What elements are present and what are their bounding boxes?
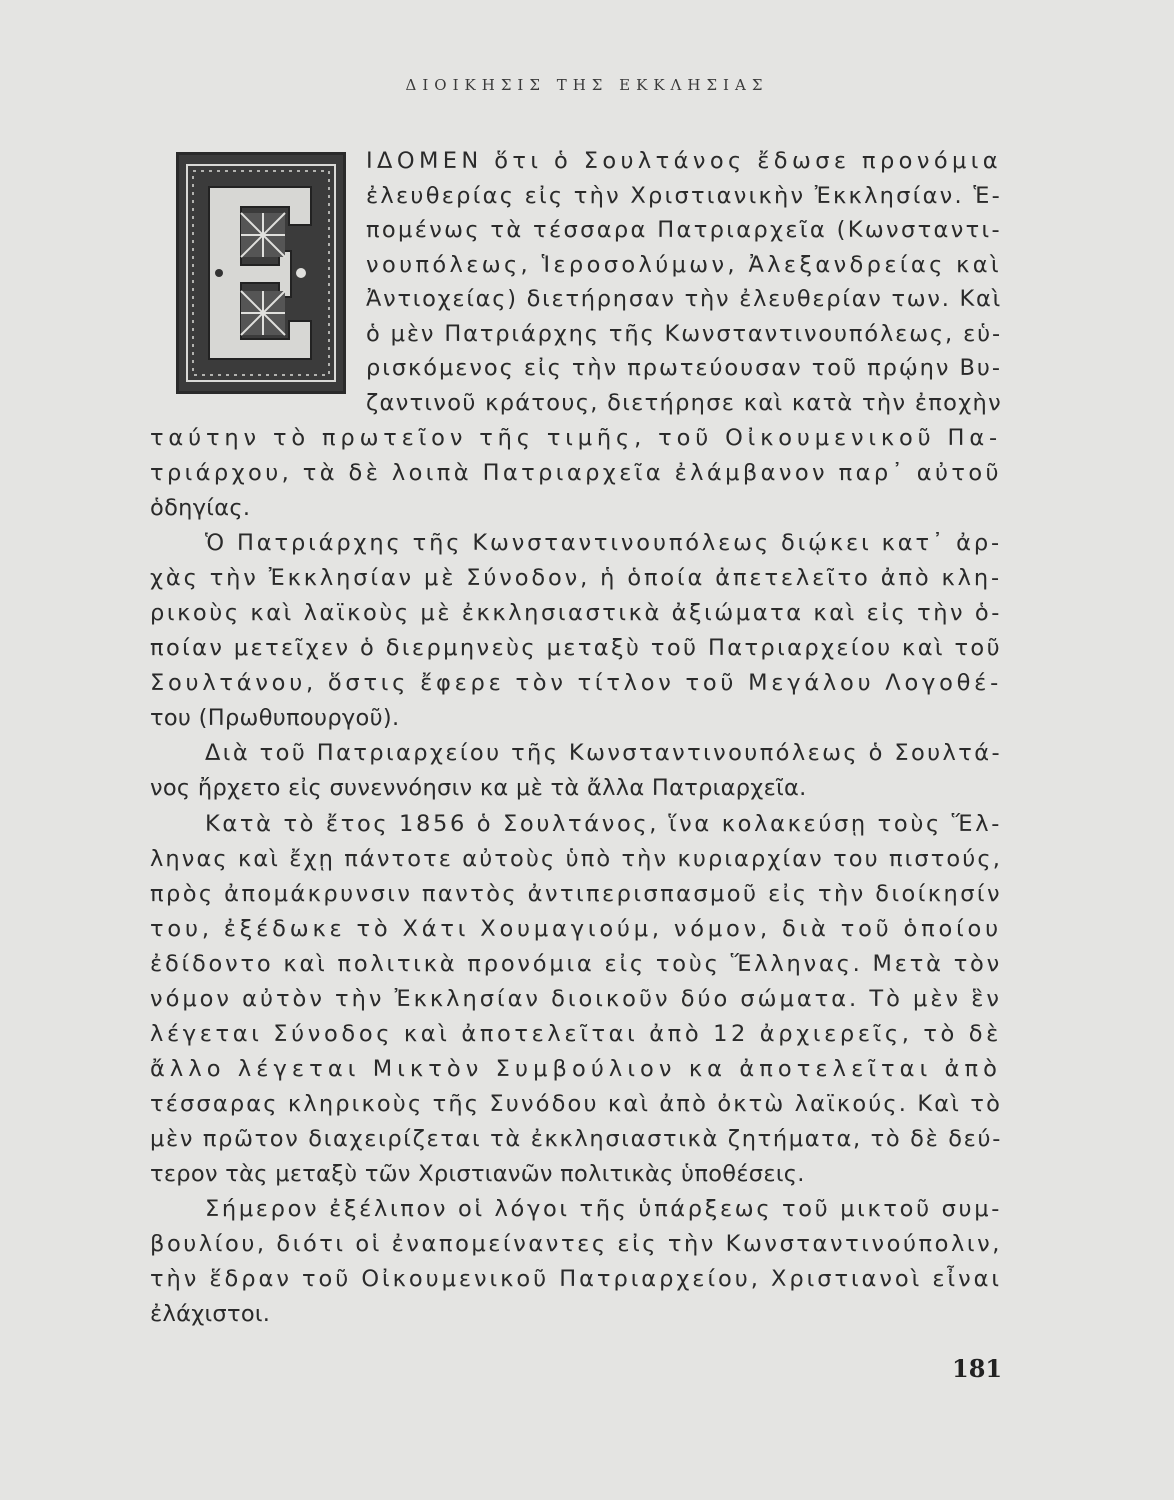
text-line: χὰς τὴν Ἐκκλησίαν μὲ Σύνοδον, ἡ ὁποία ἀπετελεῖτο ἀπὸ κλη- — [150, 565, 1002, 591]
text-line: τέσσαρας κληρικοὺς τῆς Συνόδου καὶ ἀπὸ ὀκτὼ λαϊκούς. Καὶ τὸ — [150, 1091, 1002, 1117]
text-line: ἐλάχιστοι. — [150, 1301, 271, 1327]
text-line: τὴν ἕδραν τοῦ Οἰκουμενικοῦ Πατριαρχείου, Χριστιανοὶ εἶναι — [150, 1266, 1002, 1292]
text-line: ἐδίδοντο καὶ πολιτικὰ προνόμια εἰς τοὺς Ἕλληνας. Μετὰ τὸν — [150, 951, 1002, 977]
text-line: ρικοὺς καὶ λαϊκοὺς μὲ ἐκκλησιαστικὰ ἀξιώματα καὶ εἰς τὴν ὁ- — [150, 600, 1002, 626]
text-line: νουπόλεως, Ἱεροσολύμων, Ἀλεξανδρείας καὶ — [366, 252, 1002, 278]
text-line: Κατὰ τὸ ἔτος 1856 ὁ Σουλτάνος, ἵνα κολακεύσῃ τοὺς Ἕλ- — [205, 811, 1002, 837]
text-line: ρισκόμενος εἰς τὴν πρωτεύουσαν τοῦ πρῴην Βυ- — [366, 355, 1002, 381]
text-line: Ὁ Πατριάρχης τῆς Κωνσταντινουπόλεως διῴκει κατ᾽ ἀρ- — [205, 530, 1002, 556]
text-line: μὲν πρῶτον διαχειρίζεται τὰ ἐκκλησιαστικὰ ζητήματα, τὸ δὲ δεύ- — [150, 1126, 1002, 1152]
text-line: Σήμερον ἐξέλιπον οἱ λόγοι τῆς ὑπάρξεως τοῦ μικτοῦ συμ- — [205, 1196, 1002, 1222]
text-line: βουλίου, διότι οἱ ἐναπομείναντες εἰς τὴν Κωνσταντινούπολιν, — [150, 1231, 1002, 1257]
decorated-initial-e — [176, 152, 346, 394]
text-line: ἄλλο λέγεται Μικτὸν Συμβούλιον κα ἀποτελεῖται ἀπὸ — [150, 1056, 1002, 1082]
text-line: ὁδηγίας. — [150, 495, 251, 521]
text-line: ὁ μὲν Πατριάρχης τῆς Κωνσταντινουπόλεως, εὑ- — [366, 321, 1002, 347]
text-line: πρὸς ἀπομάκρυνσιν παντὸς ἀντιπερισπασμοῦ εἰς τὴν διοίκησίν — [150, 881, 1002, 907]
text-line: του, ἐξέδωκε τὸ Χάτι Χουμαγιούμ, νόμον, διὰ τοῦ ὁποίου — [150, 916, 1002, 942]
text-line: Διὰ τοῦ Πατριαρχείου τῆς Κωνσταντινουπόλεως ὁ Σουλτά- — [205, 740, 1002, 766]
text-line: ἐλευθερίας εἰς τὴν Χριστιανικὴν Ἐκκλησίαν. Ἑ- — [366, 183, 1002, 209]
text-line: λέγεται Σύνοδος καὶ ἀποτελεῖται ἀπὸ 12 ἀρχιερεῖς, τὸ δὲ — [150, 1021, 1002, 1047]
text-line: νος ἤρχετο εἰς συνεννόησιν κα μὲ τὰ ἄλλα Πατριαρχεῖα. — [150, 775, 807, 801]
running-head: ΔΙΟΙΚΗΣΙΣ ΤΗΣ ΕΚΚΛΗΣΙΑΣ — [405, 76, 769, 94]
text-line: του (Πρωθυπουργοῦ). — [150, 705, 400, 731]
text-line: Ἀντιοχείας) διετήρησαν τὴν ἐλευθερίαν των. Καὶ — [366, 286, 1002, 312]
text-line: ΙΔΟΜΕΝ ὅτι ὁ Σουλτάνος ἔδωσε προνόμια — [366, 148, 1002, 174]
text-line: νόμον αὐτὸν τὴν Ἐκκλησίαν διοικοῦν δύο σώματα. Τὸ μὲν ἓν — [150, 986, 1002, 1012]
ornament-e-icon — [179, 155, 343, 391]
text-line: ληνας καὶ ἔχῃ πάντοτε αὐτοὺς ὑπὸ τὴν κυριαρχίαν του πιστούς, — [150, 846, 1002, 872]
text-line: Σουλτάνου, ὅστις ἔφερε τὸν τίτλον τοῦ Μεγάλου Λογοθέ- — [150, 670, 1002, 696]
text-line: πομένως τὰ τέσσαρα Πατριαρχεῖα (Κωνσταντι- — [366, 217, 1002, 243]
text-line: ποίαν μετεῖχεν ὁ διερμηνεὺς μεταξὺ τοῦ Πατριαρχείου καὶ τοῦ — [150, 635, 1002, 661]
text-line: τριάρχου, τὰ δὲ λοιπὰ Πατριαρχεῖα ἐλάμβανον παρ᾽ αὐτοῦ — [150, 460, 1002, 486]
page-number: 181 — [952, 1354, 1003, 1383]
text-line: τερον τὰς μεταξὺ τῶν Χριστιανῶν πολιτικὰς ὑποθέσεις. — [150, 1161, 805, 1187]
text-line: ταύτην τὸ πρωτεῖον τῆς τιμῆς, τοῦ Οἰκουμενικοῦ Πα- — [150, 425, 1002, 451]
text-line: ζαντινοῦ κράτους, διετήρησε καὶ κατὰ τὴν ἐποχὴν — [366, 390, 1002, 416]
